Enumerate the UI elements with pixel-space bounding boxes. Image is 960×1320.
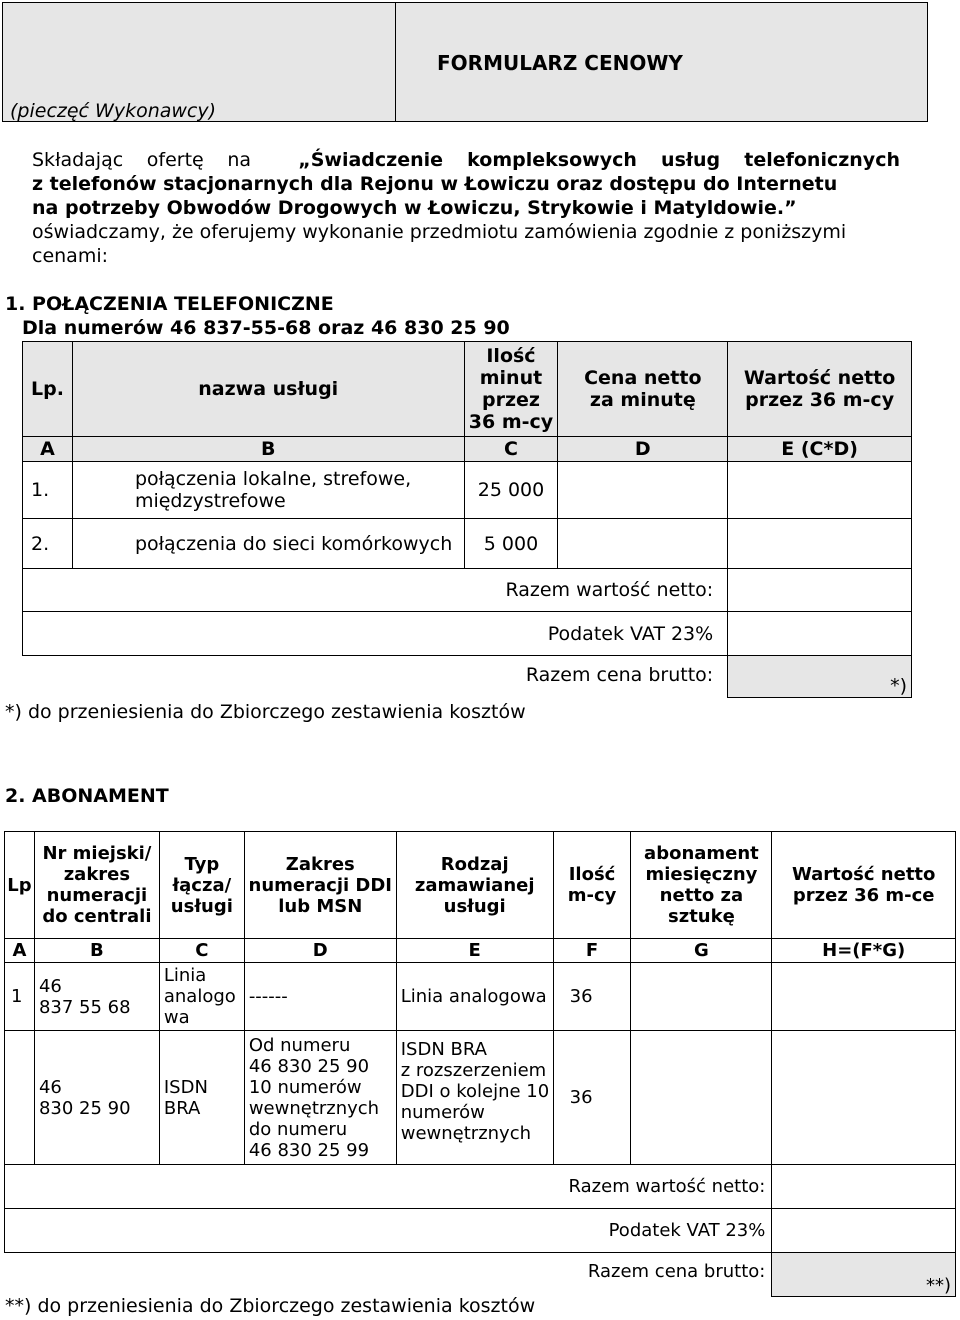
hdr2-h-2: przez 36 m-ce — [792, 885, 935, 906]
r2-f: 36 — [553, 1031, 631, 1165]
r2-d-2: 46 830 25 90 — [248, 1055, 370, 1077]
intro-subject-3: na potrzeby Obwodów Drogowych w Łowiczu, Strykowie i Matyldowie.” — [32, 197, 797, 219]
hdr-price-1: Cena netto — [584, 367, 702, 389]
hdr2-b-1: Nr miejski/ — [42, 843, 152, 864]
hdr2-f-1: Ilość — [568, 864, 616, 885]
hdr-qty-3: przez — [481, 389, 540, 411]
r2-h[interactable] — [772, 1031, 956, 1165]
sum2-gross-text: Razem cena brutto: — [587, 1261, 766, 1282]
hdr2-lp: Lp — [5, 832, 35, 939]
hdr-value — [728, 342, 912, 437]
letter-a: A — [23, 437, 73, 462]
row1-lp-text: 1. — [31, 479, 50, 501]
vat-text: Podatek VAT 23% — [547, 622, 714, 645]
vat2-text: Podatek VAT 23% — [608, 1220, 766, 1241]
hdr2-e-3: usługi — [443, 895, 506, 917]
table-row — [23, 462, 912, 519]
hdr-name — [72, 342, 464, 437]
hdr2-b — [34, 832, 159, 939]
letter-c: C — [464, 437, 558, 462]
intro-subject-1: „Świadczenie kompleksowych usług telefonicznych — [298, 149, 900, 171]
hdr2-c — [159, 832, 244, 939]
hdr-qty-2: minut — [479, 367, 543, 389]
sum-net-label — [23, 569, 728, 612]
r1-g[interactable] — [631, 963, 772, 1031]
hdr2-c-3: usługi — [170, 895, 233, 917]
hdr2-h — [772, 832, 956, 939]
row2-lp — [23, 519, 73, 569]
r1-b-1: 46 — [38, 975, 62, 997]
footnote-1: *) do przeniesienia do Zbiorczego zestawienia kosztów — [5, 701, 526, 723]
marker-2: **) — [925, 1275, 951, 1296]
hdr2-g-1: abonament — [644, 843, 759, 864]
hdr2-d — [244, 832, 396, 939]
hdr2-c-1: Typ — [184, 853, 220, 875]
r1-e: Linia analogowa — [396, 963, 553, 1031]
row1-name-2: międzystrefowe — [134, 490, 286, 512]
hdr2-d-2: numeracji DDI — [248, 874, 393, 896]
intro-text-2: cenami: — [32, 245, 109, 267]
hdr-name-text: nazwa usługi — [198, 378, 339, 400]
table-row — [23, 519, 912, 569]
r2-lp — [5, 1031, 35, 1165]
row2-lp-text: 2. — [31, 532, 50, 555]
vat2-label — [5, 1209, 772, 1253]
r1-lp: 1 — [5, 963, 35, 1031]
r1-d: ------ — [244, 963, 396, 1031]
hdr2-h-1: Wartość netto — [791, 864, 936, 885]
letter2-c: C — [159, 939, 244, 963]
row2-qty: 5 000 — [464, 519, 558, 569]
letter-d: D — [558, 437, 728, 462]
letter-b: B — [72, 437, 464, 462]
intro-subject-2: z telefonów stacjonarnych dla Rejonu w Łowiczu oraz dostępu do Internetu — [32, 173, 838, 195]
table-row — [5, 963, 956, 1031]
hdr-value-1: Wartość netto — [743, 367, 896, 389]
r1-c-2: analogo — [163, 986, 236, 1007]
letter2-f: F — [553, 939, 631, 963]
r2-d-6: 46 830 25 99 — [248, 1139, 370, 1161]
sum2-gross-label — [5, 1253, 772, 1297]
hdr2-b-3: numeracji — [46, 885, 148, 906]
r2-c-1: ISDN — [163, 1076, 208, 1098]
letter2-d: D — [244, 939, 396, 963]
r1-c-1: Linia — [163, 965, 207, 986]
hdr2-g-3: netto za — [659, 885, 744, 906]
r2-d-1: Od numeru — [248, 1034, 351, 1056]
calls-table — [22, 341, 912, 698]
table-row — [5, 1031, 956, 1165]
hdr2-b-4: do centrali — [42, 906, 152, 927]
hdr2-d-1: Zakres — [285, 853, 355, 875]
row1-lp — [23, 462, 73, 519]
hdr-price — [558, 342, 728, 437]
r2-e-2: z rozszerzeniem — [400, 1060, 547, 1081]
sum-gross-text: Razem cena brutto: — [525, 664, 714, 686]
vat2-value[interactable] — [772, 1209, 956, 1253]
hdr2-c-2: łącza/ — [172, 874, 232, 896]
r2-e-5: wewnętrznych — [400, 1123, 532, 1144]
r1-b — [34, 963, 159, 1031]
hdr2-d-3: lub MSN — [278, 895, 363, 917]
sum2-gross-value[interactable] — [772, 1253, 956, 1297]
letter2-e: E — [396, 939, 553, 963]
hdr2-g-2: miesięczny — [645, 864, 758, 885]
hdr-qty — [464, 342, 558, 437]
row1-name — [72, 462, 464, 519]
vat-label — [23, 612, 728, 656]
stamp-label: (pieczęć Wykonawcy) — [10, 100, 217, 122]
hdr2-f-2: m-cy — [567, 885, 617, 906]
row2-value[interactable] — [728, 519, 912, 569]
row1-price[interactable] — [558, 462, 728, 519]
intro-lead: Składając ofertę na — [32, 149, 252, 171]
hdr2-e-1: Rodzaj — [440, 853, 509, 875]
section1-subtitle: Dla numerów 46 837-55-68 oraz 46 830 25 90 — [22, 317, 510, 339]
r1-f: 36 — [553, 963, 631, 1031]
section2-title: 2. ABONAMENT — [5, 785, 169, 807]
intro-text-1: oświadczamy, że oferujemy wykonanie przedmiotu zamówienia zgodnie z poniższymi — [32, 221, 847, 243]
r2-c — [159, 1031, 244, 1165]
letter2-g: G — [631, 939, 772, 963]
page-title: FORMULARZ CENOWY — [437, 51, 683, 75]
row1-name-1: połączenia lokalne, strefowe, — [134, 468, 412, 490]
r2-d — [244, 1031, 396, 1165]
hdr-qty-4: 36 m-cy — [468, 411, 554, 433]
row2-price[interactable] — [558, 519, 728, 569]
vat-value[interactable] — [728, 612, 912, 656]
hdr2-g-4: sztukę — [668, 906, 735, 927]
hdr-price-2: za minutę — [589, 389, 696, 411]
r2-g[interactable] — [631, 1031, 772, 1165]
hdr2-g — [631, 832, 772, 939]
sum-gross-label — [23, 656, 728, 698]
subscription-table — [4, 831, 956, 1297]
r2-d-4: wewnętrznych — [248, 1097, 380, 1119]
r2-b — [34, 1031, 159, 1165]
intro-line-1 — [32, 148, 900, 172]
r2-c-2: BRA — [163, 1097, 201, 1119]
hdr-qty-1: Ilość — [486, 345, 536, 367]
letter2-b: B — [34, 939, 159, 963]
r2-e-4: numerów — [400, 1102, 485, 1123]
r2-e-3: DDI o kolejne 10 — [400, 1081, 550, 1102]
hdr2-e-2: zamawianej — [414, 874, 535, 896]
sum2-net-text: Razem wartość netto: — [568, 1176, 766, 1197]
sum2-net-label — [5, 1165, 772, 1209]
r2-b-2: 830 25 90 — [38, 1097, 131, 1119]
hdr-lp-text: Lp. — [31, 378, 64, 400]
hdr2-f — [553, 832, 631, 939]
r2-d-3: 10 numerów — [248, 1076, 362, 1098]
letter-e: E (C*D) — [728, 437, 912, 462]
section1-title: 1. POŁĄCZENIA TELEFONICZNE — [5, 293, 334, 315]
row2-name: połączenia do sieci komórkowych — [72, 519, 464, 569]
hdr2-e — [396, 832, 553, 939]
row1-qty: 25 000 — [464, 462, 558, 519]
hdr-value-2: przez 36 m-cy — [745, 389, 895, 411]
marker-1: *) — [890, 675, 907, 697]
row1-value[interactable] — [728, 462, 912, 519]
hdr2-b-2: zakres — [63, 864, 131, 885]
sum-gross-value[interactable] — [728, 656, 912, 698]
footnote-2: **) do przeniesienia do Zbiorczego zestawienia kosztów — [5, 1295, 536, 1317]
r2-e-1: ISDN BRA — [400, 1039, 487, 1060]
sum-net-text: Razem wartość netto: — [505, 579, 714, 601]
r1-c-3: wa — [163, 1007, 190, 1028]
sum2-net-value[interactable] — [772, 1165, 956, 1209]
r2-d-5: do numeru — [248, 1118, 348, 1140]
r1-h[interactable] — [772, 963, 956, 1031]
sum-net-value[interactable] — [728, 569, 912, 612]
hdr-lp — [23, 342, 73, 437]
letter2-h: H=(F*G) — [772, 939, 956, 963]
r1-b-2: 837 55 68 — [38, 996, 131, 1018]
r2-e — [396, 1031, 553, 1165]
letter2-a: A — [5, 939, 35, 963]
r2-b-1: 46 — [38, 1076, 62, 1098]
r1-c — [159, 963, 244, 1031]
